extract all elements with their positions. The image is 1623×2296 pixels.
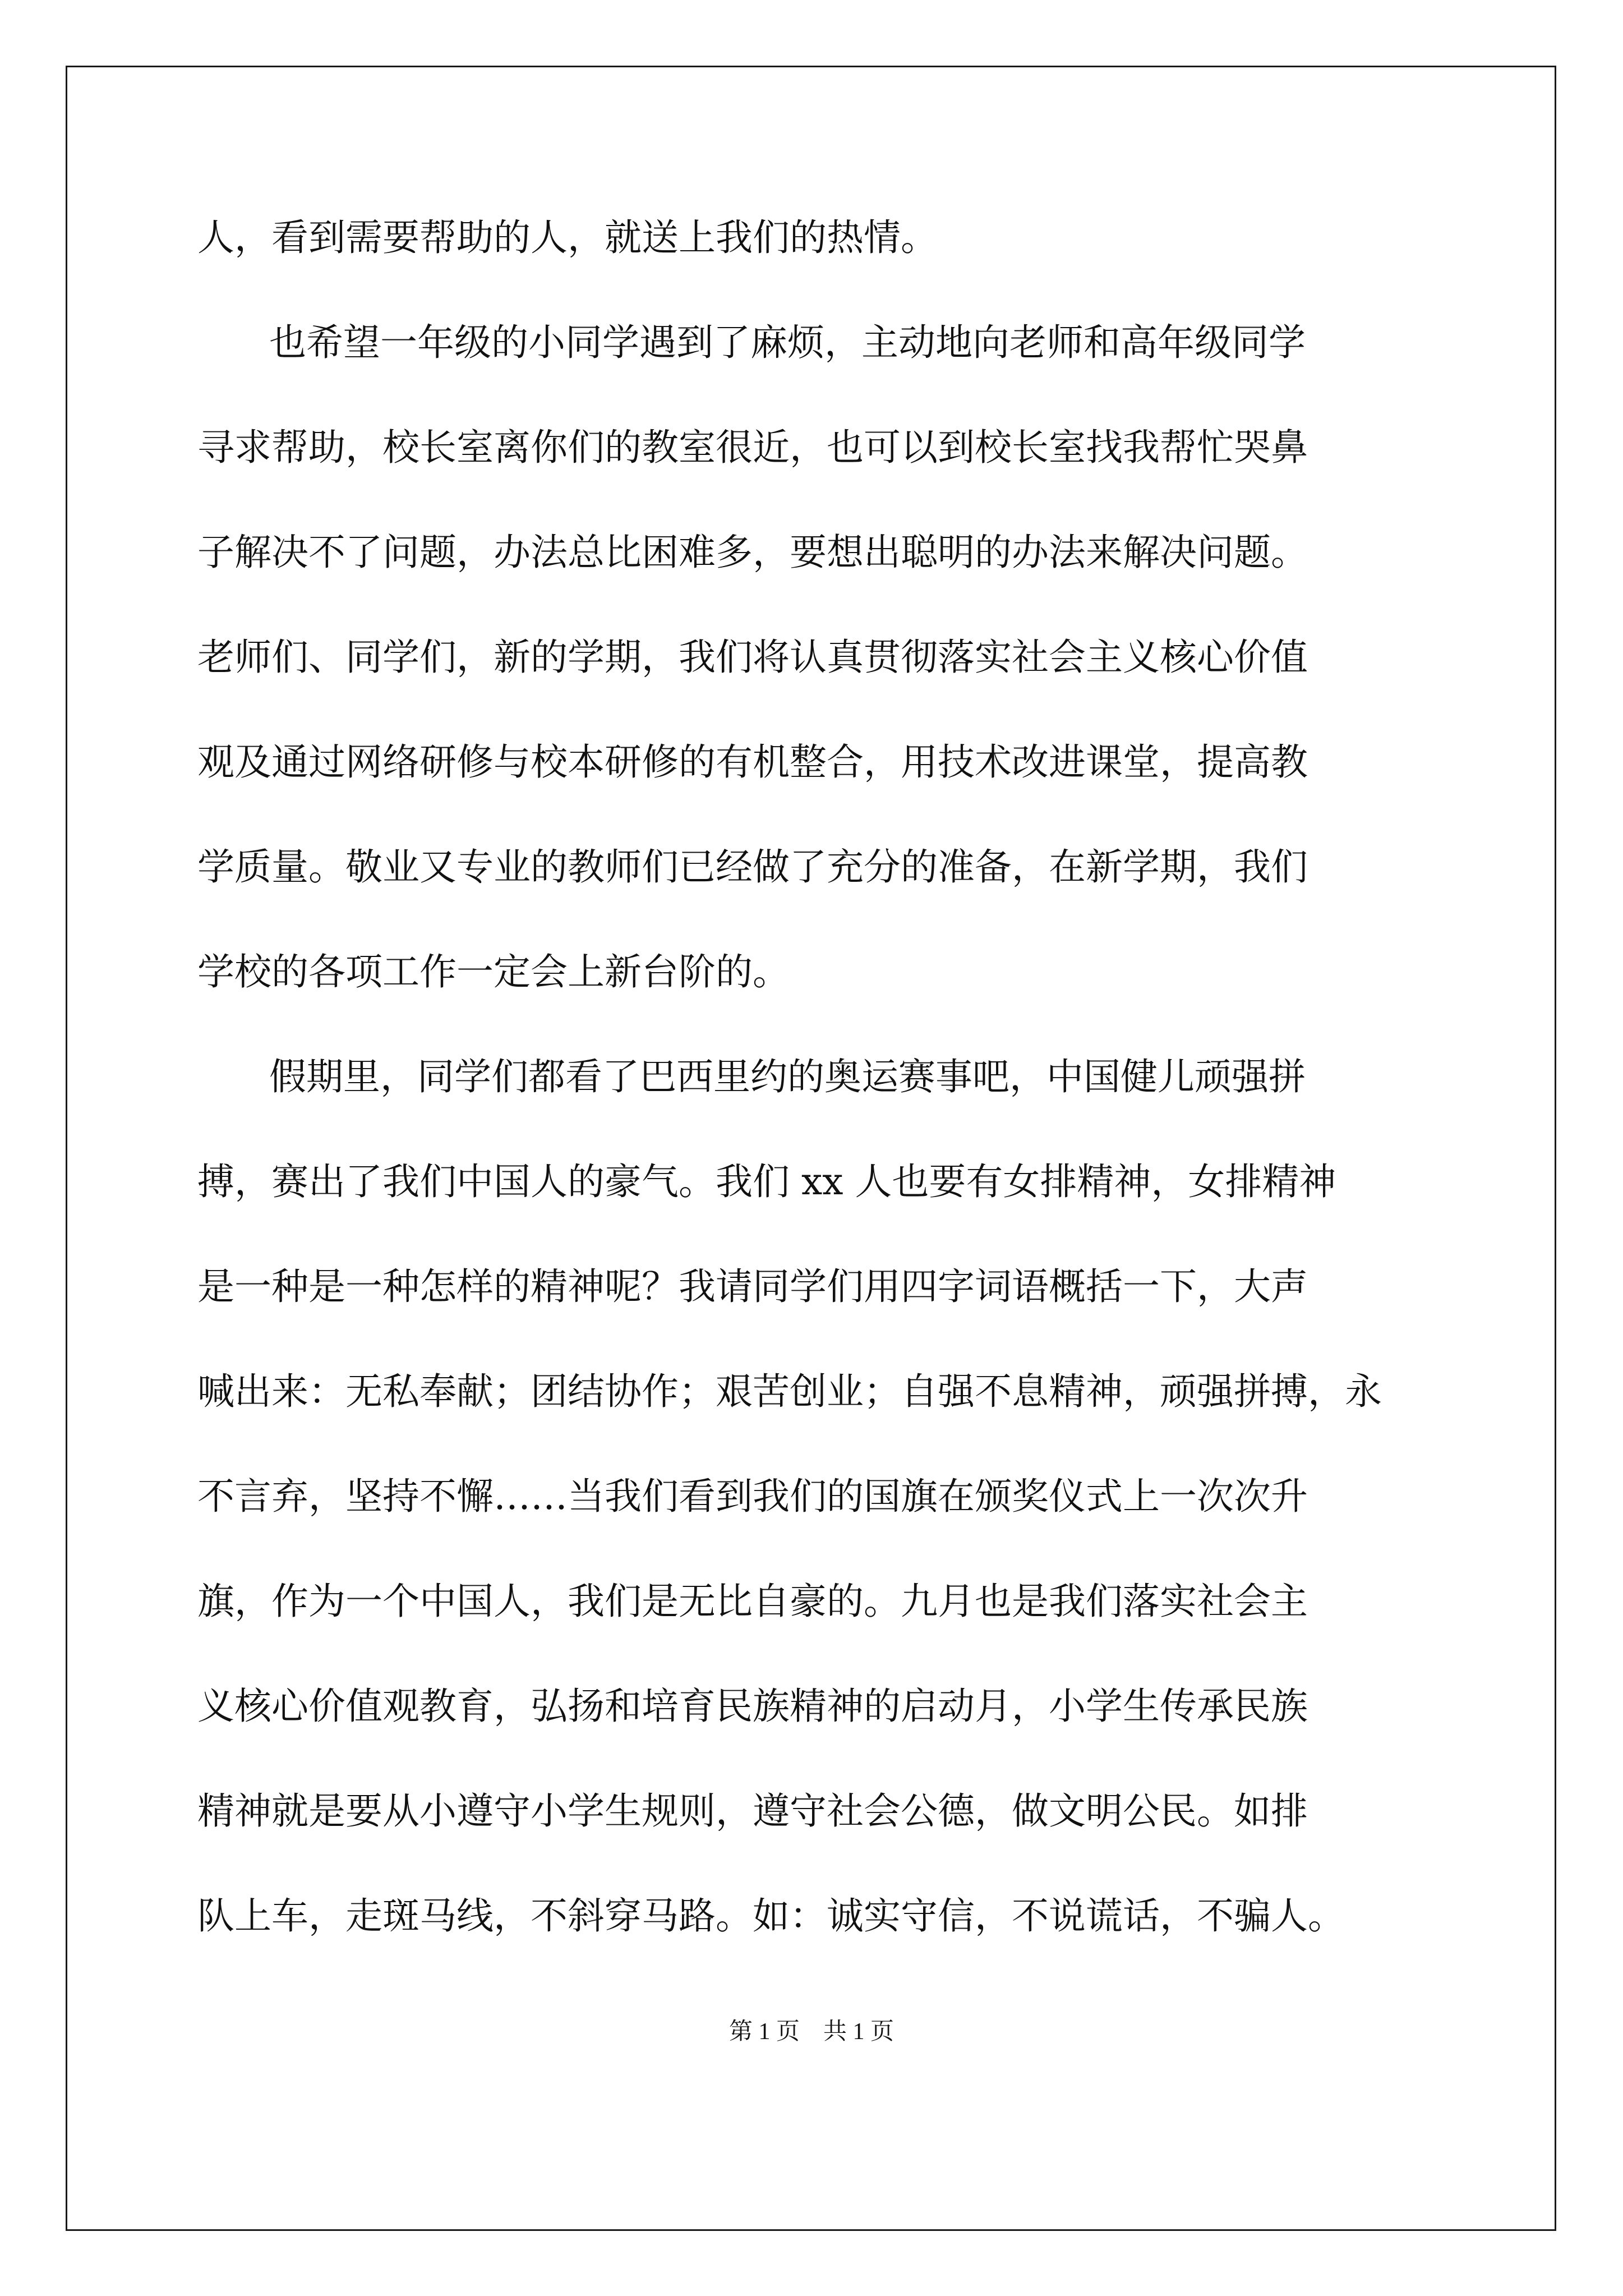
text-line: 学校的各项工作一定会上新台阶的。	[197, 950, 790, 993]
text-line: 人，看到需要帮助的人，就送上我们的热情。	[197, 216, 938, 259]
text-line: 不言弃，坚持不懈……当我们看到我们的国旗在颁奖仪式上一次次升	[197, 1475, 1308, 1518]
text-line: 寻求帮助，校长室离你们的教室很近，也可以到校长室找我帮忙哭鼻	[197, 426, 1308, 469]
text-line: 观及通过网络研修与校本研修的有机整合，用技术改进课堂，提高教	[197, 740, 1308, 784]
text-line: 搏，赛出了我们中国人的豪气。我们 xx 人也要有女排精神，女排精神	[197, 1160, 1336, 1203]
text-line: 是一种是一种怎样的精神呢？我请同学们用四字词语概括一下，大声	[197, 1265, 1308, 1308]
text-line: 假期里，同学们都看了巴西里约的奥运赛事吧，中国健儿顽强拼	[269, 1055, 1306, 1098]
text-line: 队上车，走斑马线，不斜穿马路。如：诚实守信，不说谎话，不骗人。	[197, 1894, 1345, 1938]
text-line: 旗，作为一个中国人，我们是无比自豪的。九月也是我们落实社会主	[197, 1580, 1308, 1623]
page-number: 第 1 页 共 1 页	[728, 2019, 894, 2045]
text-line: 老师们、同学们，新的学期，我们将认真贯彻落实社会主义核心价值	[197, 636, 1308, 679]
text-line: 精神就是要从小遵守小学生规则，遵守社会公德，做文明公民。如排	[197, 1789, 1308, 1833]
text-line: 喊出来：无私奉献；团结协作；艰苦创业；自强不息精神，顽强拼搏，永	[197, 1370, 1382, 1413]
text-line: 子解决不了问题，办法总比困难多，要想出聪明的办法来解决问题。	[197, 531, 1308, 574]
text-line: 义核心价值观教育，弘扬和培育民族精神的启动月，小学生传承民族	[197, 1685, 1308, 1728]
document-body	[197, 185, 1431, 1968]
text-line: 学质量。敬业又专业的教师们已经做了充分的准备，在新学期，我们	[197, 845, 1308, 889]
text-line: 也希望一年级的小同学遇到了麻烦，主动地向老师和高年级同学	[269, 321, 1306, 364]
